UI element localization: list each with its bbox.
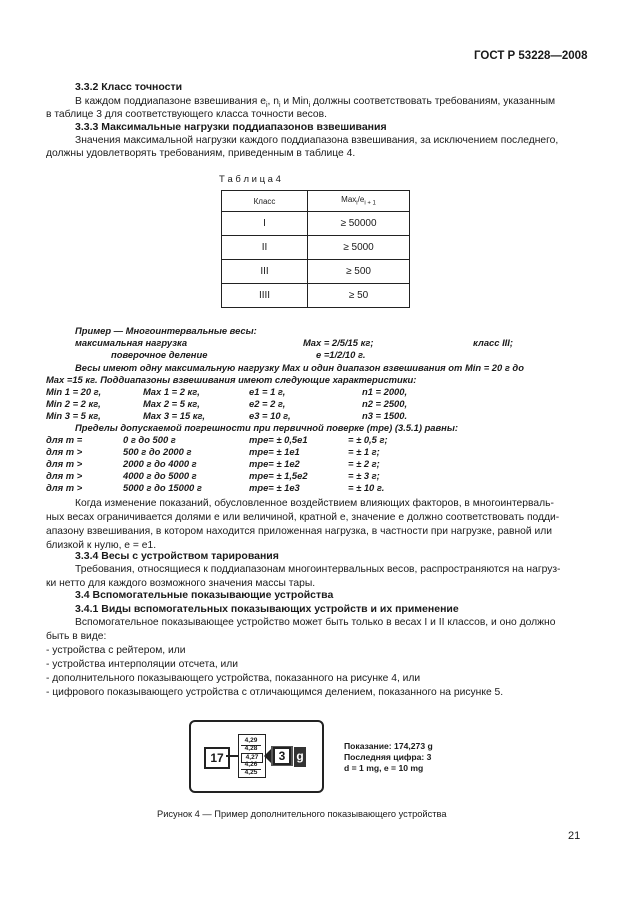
table-row: IIII ≥ 50 bbox=[222, 284, 410, 308]
figure-legend-division: d = 1 mg, e = 10 mg bbox=[344, 763, 424, 773]
section-333-line2: должны удовлетворять требованиям, приведенным в таблице 4. bbox=[46, 148, 356, 159]
section-341-title: 3.4.1 Виды вспомогательных показывающих устройств и их применение bbox=[75, 603, 459, 615]
table-row: I ≥ 50000 bbox=[222, 212, 410, 236]
example-e-label: поверочное деление bbox=[111, 349, 208, 360]
section-334-line2: ки нетто для каждого возможного значения массы тары. bbox=[46, 578, 316, 589]
section-333-line1: Значения максимальной нагрузки каждого поддиапазона взвешивания, за исключением последнего, bbox=[75, 135, 559, 146]
section-341-line1: Вспомогательное показывающее устройство может быть только в весах I и II классов, и оно должно bbox=[75, 617, 556, 628]
connector-line bbox=[226, 755, 238, 757]
section-333-title: 3.3.3 Максимальные нагрузки поддиапазонов взвешивания bbox=[75, 121, 387, 133]
table-head-max: $Max_i/e_{i + 1}$ bbox=[308, 191, 410, 212]
table-4 bbox=[221, 190, 410, 308]
example-line5: Max =15 кг. Поддиапазоны взвешивания имеют следующие характеристики: bbox=[46, 374, 417, 385]
figure-legend-last-digit: Последняя цифра: 3 bbox=[344, 752, 432, 762]
right-digit-display: 3 bbox=[273, 747, 291, 765]
section-332-line2: в таблице 3 для соответствующего класса точности весов. bbox=[46, 109, 327, 120]
para-line: апазону взвешивания, в котором находится приложенная нагрузка, в частности при нагрузке, равной или bbox=[46, 526, 553, 537]
figure-4-device bbox=[189, 720, 324, 793]
table-head-class: Класс bbox=[222, 191, 308, 212]
section-341-line2: быть в виде: bbox=[46, 631, 107, 642]
example-max-value: Max = 2/5/15 кг; bbox=[303, 337, 374, 348]
section-334-line1: Требования, относящиеся к поддиапазонам многоинтервальных весов, распространяются на нагруз- bbox=[75, 564, 561, 575]
left-digits-display: 17 bbox=[204, 747, 230, 769]
unit-label: g bbox=[294, 747, 306, 767]
list-item: - цифрового показывающего устройства с отличающимся делением, показанного на рисунке 5. bbox=[46, 687, 504, 698]
para-line: ных весах ограничивается долями e или величиной, кратной e, значение e должно соответствовать подди- bbox=[46, 512, 560, 523]
figure-legend-reading: Показание: 174,273 g bbox=[344, 741, 433, 751]
example-class: класс III; bbox=[473, 337, 513, 348]
standard-header: ГОСТ Р 53228—2008 bbox=[474, 50, 588, 62]
list-item: - дополнительного показывающего устройства, показанного на рисунке 4, или bbox=[46, 673, 421, 684]
list-item: - устройства интерполяции отсчета, или bbox=[46, 659, 239, 670]
table-caption: Т а б л и ц а 4 bbox=[219, 174, 281, 185]
section-334-title: 3.3.4 Весы с устройством тарирования bbox=[75, 550, 279, 562]
section-332-title: 3.3.2 Класс точности bbox=[75, 81, 183, 93]
page-number: 21 bbox=[568, 830, 581, 842]
example-e-value: e =1/2/10 г. bbox=[316, 349, 366, 360]
section-34-title: 3.4 Вспомогательные показывающие устройства bbox=[75, 589, 334, 601]
example-mpe-title: Пределы допускаемой погрешности при первичной поверке (mpe) (3.5.1) равны: bbox=[75, 422, 458, 433]
table-row: II ≥ 5000 bbox=[222, 236, 410, 260]
vernier-scale: 4,29 4,28 4,27 4,26 4,25 bbox=[238, 734, 266, 778]
para-line: близкой к нулю, e = e1. bbox=[46, 540, 157, 551]
example-line4: Весы имеют одну максимальную нагрузку Max и один диапазон взвешивания от Min = 20 г до bbox=[75, 362, 524, 373]
figure-caption: Рисунок 4 — Пример дополнительного показывающего устройства bbox=[157, 809, 447, 819]
example-title: Пример — Многоинтервальные весы: bbox=[75, 325, 257, 336]
example-max-label: максимальная нагрузка bbox=[75, 337, 188, 348]
section-332-line1: В каждом поддиапазоне взвешивания $e_i$, $n_i$ и Min$_i$ должны соответствовать требованиям, указанным bbox=[75, 96, 556, 110]
table-row: III ≥ 500 bbox=[222, 260, 410, 284]
para-line: Когда изменение показаний, обусловленное воздействием влияющих факторов, в многоинтерваль- bbox=[75, 498, 554, 509]
list-item: - устройства с рейтером, или bbox=[46, 645, 186, 656]
